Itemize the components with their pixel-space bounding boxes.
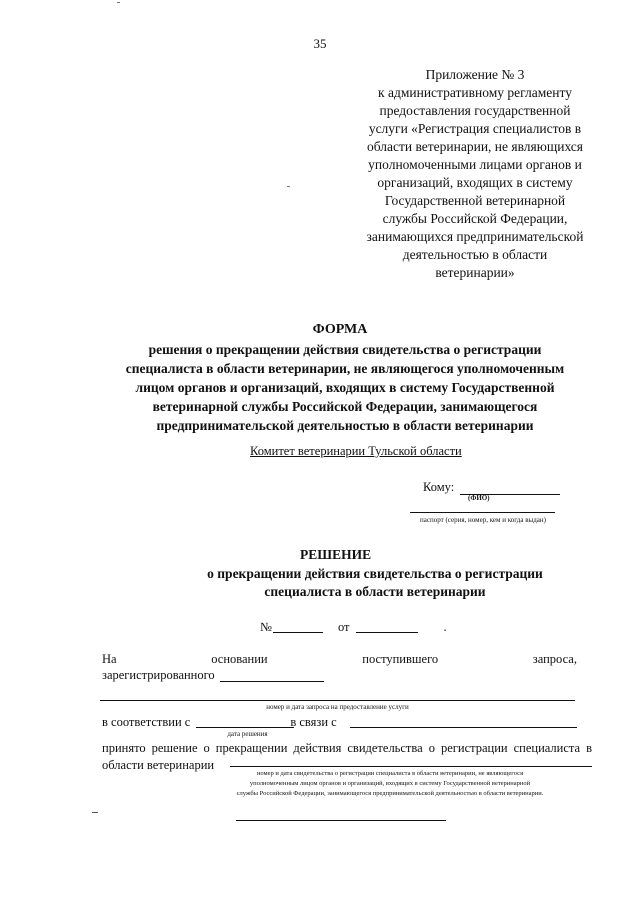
form-subtitle: [80, 340, 610, 435]
basis-word: запроса,: [532, 652, 577, 666]
annex-line: службы Российской Федерации,: [382, 211, 568, 226]
certificate-caption: [170, 769, 610, 799]
annex-line: ветеринарии»: [435, 265, 515, 280]
basis-line: [102, 652, 577, 667]
annex-line: организаций, входящих в систему: [377, 175, 573, 190]
form-title: ФОРМА: [312, 322, 368, 337]
annex-title: Приложение № 3: [425, 67, 525, 82]
request-caption: номер и дата запроса на предоставление услуги: [266, 703, 409, 711]
signature-line[interactable]: [236, 820, 446, 821]
annex-line: услуги «Регистрация специалистов в: [368, 121, 582, 136]
decision-subtitle: [150, 565, 600, 601]
decision-subtitle-line: специалиста в области ветеринарии: [264, 584, 486, 599]
annex-line: к административному регламенту: [378, 85, 572, 100]
registered-field[interactable]: [220, 681, 324, 682]
connection-label: в связи с: [290, 715, 337, 729]
margin-mark: [92, 812, 98, 813]
annex-line: деятельностью в области: [402, 247, 548, 262]
decision-subtitle-line: о прекращении действия свидетельства о регистрации: [207, 566, 543, 581]
certificate-field[interactable]: [230, 766, 592, 767]
annex-block: [330, 66, 620, 282]
annex-line: предоставления государственной: [379, 103, 571, 118]
certificate-caption-line: службы Российской Федерации, занимающегося предпринимательской деятельностью в области ветеринарии.: [236, 790, 544, 797]
recipient-label: Кому:: [423, 480, 455, 494]
date-label: от: [337, 620, 350, 634]
basis-word: основании: [211, 652, 268, 666]
form-subtitle-line: предпринимательской деятельностью в области ветеринарии: [156, 418, 534, 433]
according-label: в соответствии с: [102, 715, 191, 729]
decision-title: РЕШЕНИЕ: [300, 547, 372, 562]
passport-field[interactable]: [410, 512, 555, 513]
scan-speck: [287, 186, 290, 187]
annex-line: области ветеринарии, не являющихся: [366, 139, 584, 154]
form-subtitle-line: лицом органов и организаций, входящих в систему Государственной: [135, 380, 555, 395]
decision-date-field[interactable]: [356, 632, 418, 633]
annex-line: Государственной ветеринарной: [384, 193, 566, 208]
scan-speck: [117, 2, 120, 3]
form-subtitle-line: специалиста в области ветеринарии, не являющегося уполномоченным: [125, 361, 565, 376]
committee-name: Комитет ветеринарии Тульской области: [250, 444, 462, 458]
page-number: 35: [313, 36, 327, 51]
decision-date-input-field[interactable]: [196, 727, 294, 728]
fio-caption: (ФИО): [468, 494, 490, 502]
registered-label: зарегистрированного: [102, 668, 215, 682]
decision-date-caption: дата решения: [227, 730, 268, 738]
request-field[interactable]: [100, 700, 575, 701]
certificate-caption-line: уполномоченным лицом органов и организаций, входящих в систему Государственной ветеринарной: [249, 780, 531, 787]
form-subtitle-line: решения о прекращении действия свидетельства о регистрации: [148, 342, 542, 357]
passport-caption: паспорт (серия, номер, кем и когда выдан): [420, 516, 546, 524]
decision-text: принято решение о прекращении действия свидетельства о регистрации специалиста в области ветеринарии: [102, 741, 592, 772]
annex-line: уполномоченными лицами органов и: [368, 157, 582, 172]
number-label: №: [260, 620, 272, 634]
certificate-caption-line: номер и дата свидетельства о регистрации специалиста в области ветеринарии, не являющегося: [256, 770, 524, 777]
decision-number-field[interactable]: [273, 632, 323, 633]
number-suffix: .: [443, 620, 447, 634]
basis-word: На: [102, 652, 117, 666]
form-subtitle-line: ветеринарной службы Российской Федерации, занимающегося: [152, 399, 538, 414]
reason-field[interactable]: [350, 727, 577, 728]
basis-word: поступившего: [362, 652, 439, 666]
annex-line: занимающихся предпринимательской: [366, 229, 584, 244]
